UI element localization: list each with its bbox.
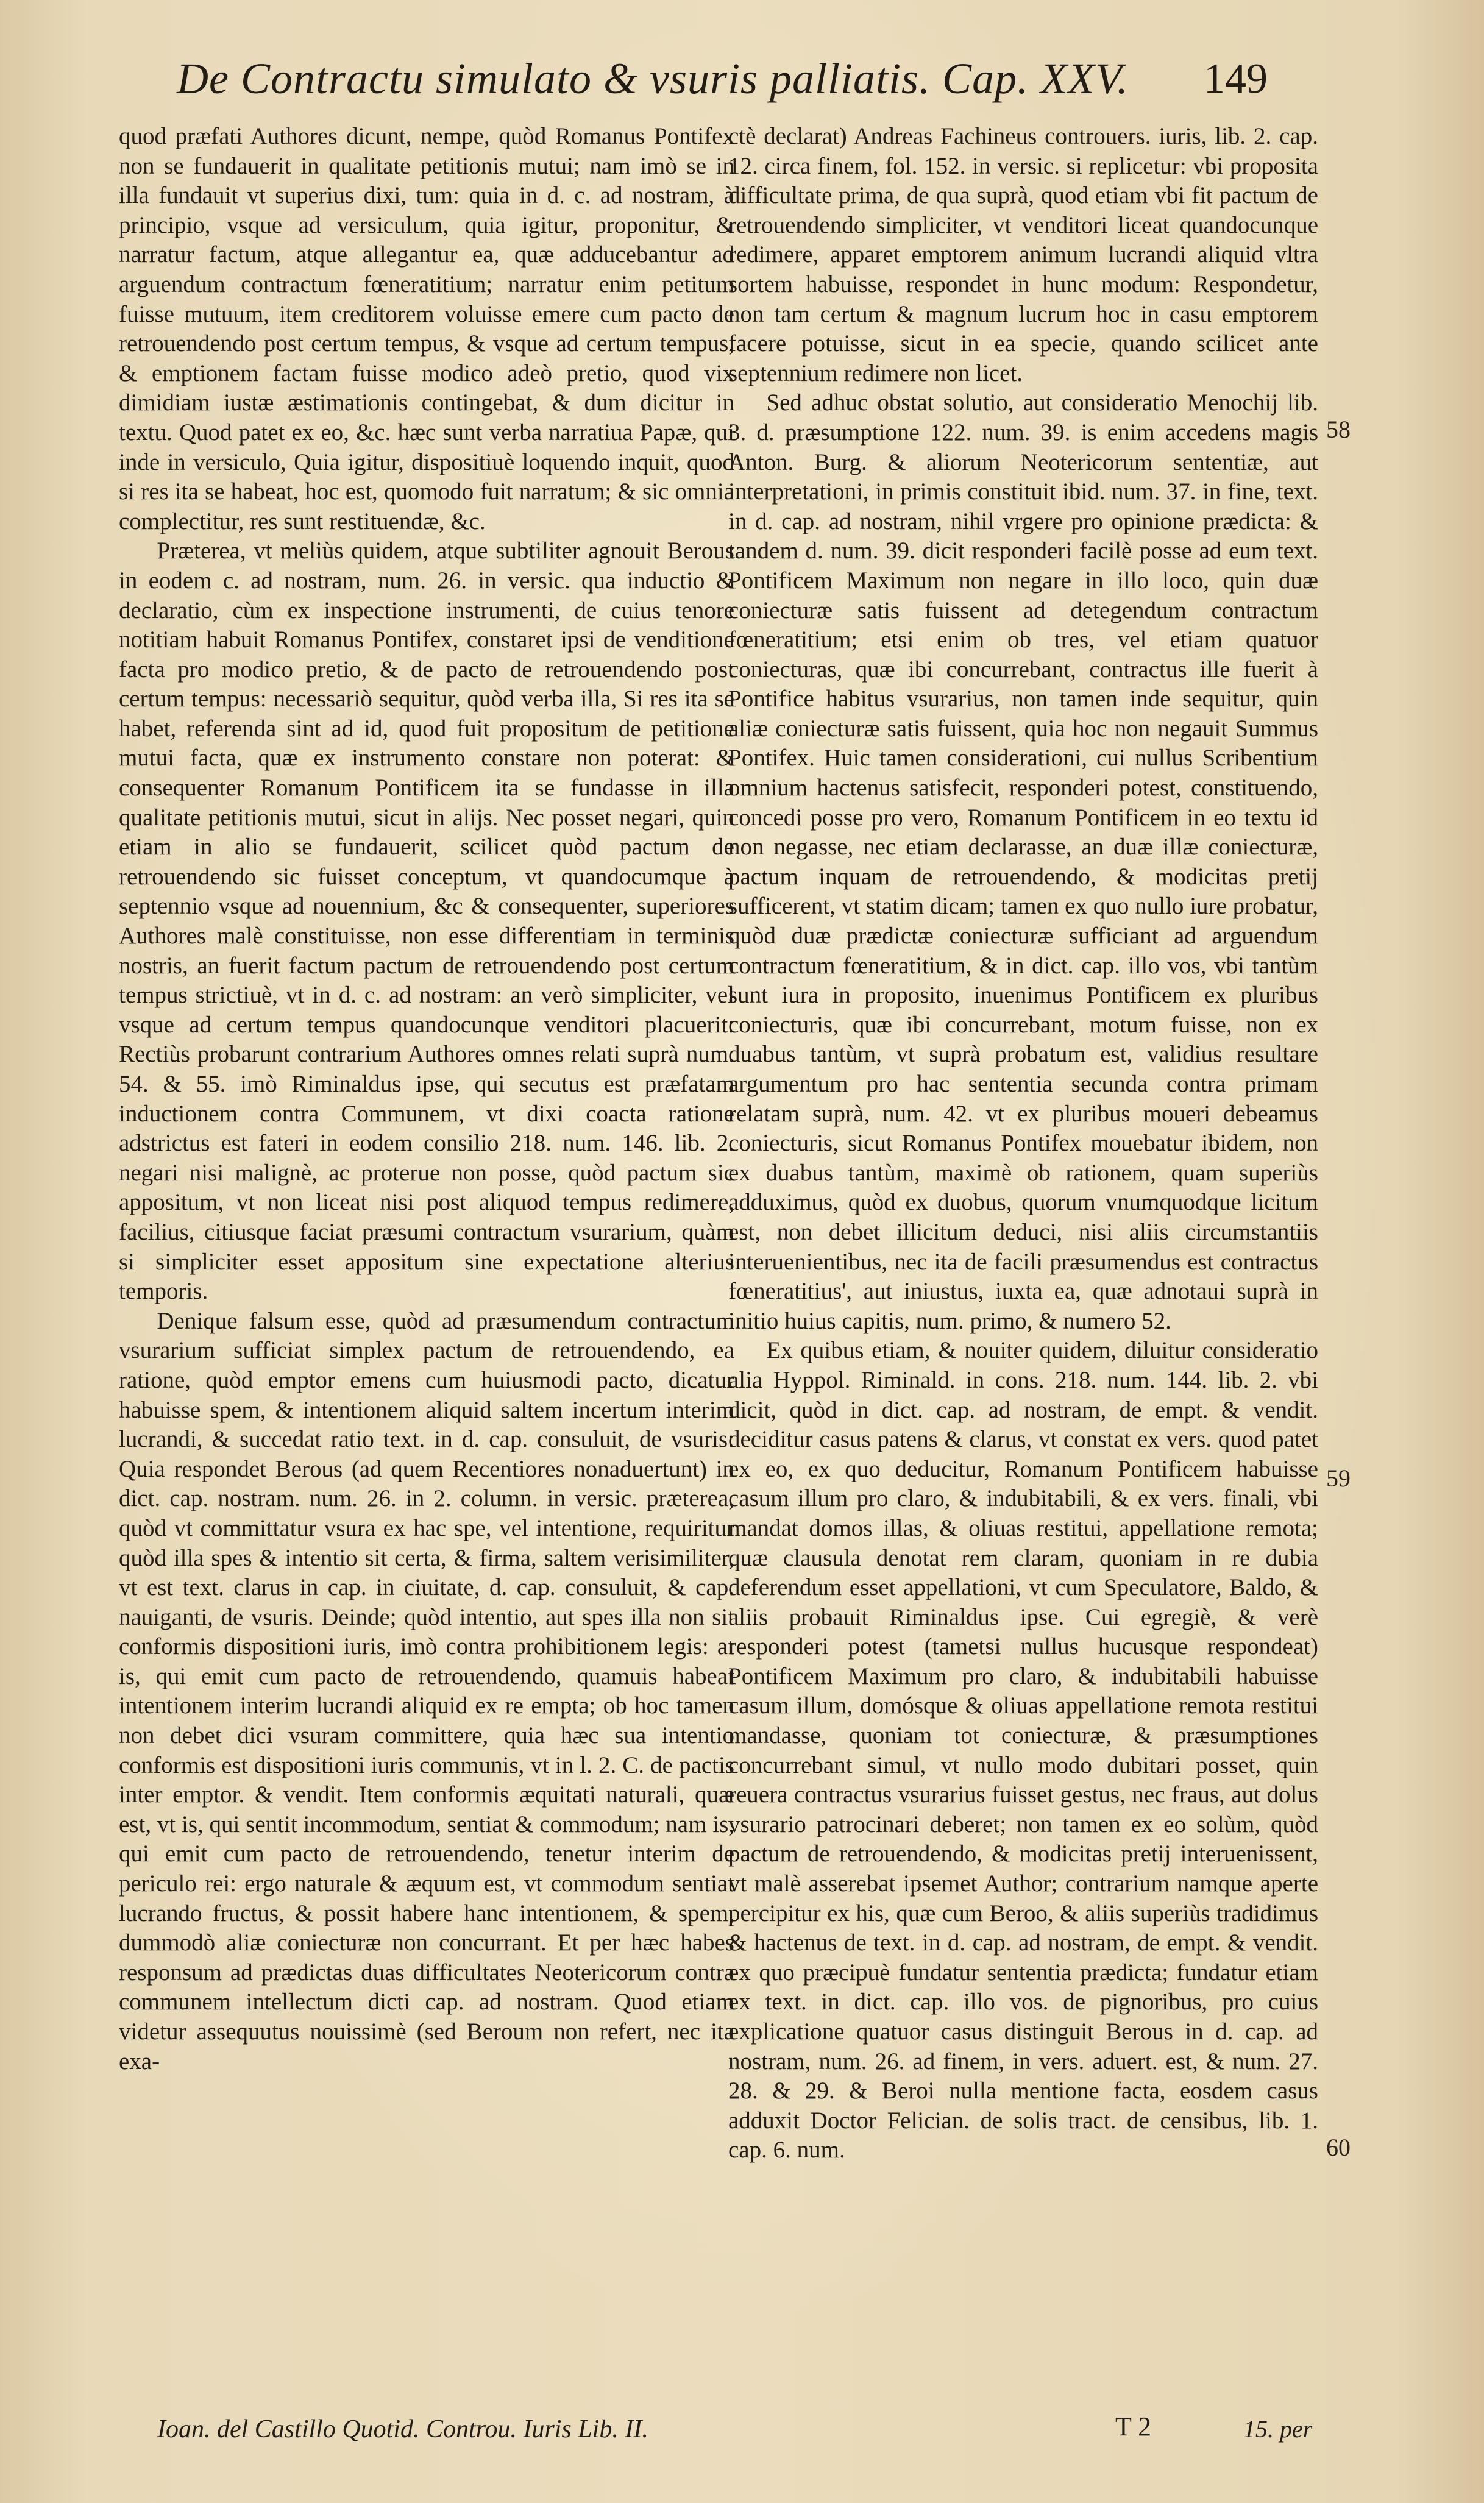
paragraph: Ex quibus etiam, & nouiter quidem, diluitur consideratio alia Hyppol. Riminald. in cons. 218. num. 144. lib. 2. vbi dicit, quòd in dict. cap. ad nostram, de empt. & vendit. deciditur casus patens & clarus, vt constat ex vers. quod patet ex eo, ex quo deducitur, Romanum Pontificem habuisse casum illum pro claro, & indubitabili, & ex vers. finali, vbi mandat domos illas, & oliuas restitui, appellatione remota; quæ clausula denotat rem claram, quoniam in re dubia deferendum esset appellationi, vt cum Speculatore, Baldo, & aliis probauit Riminaldus ipse. Cui egregiè, & verè responderi potest (tametsi nullus hucusque respondeat) Pontificem Maximum pro claro, & indubitabili habuisse casum illum, domósque & oliuas appellatione remota restitui mandasse, quoniam tot coniecturæ, & præsumptiones concurrebant simul, vt nullo modo dubitari posset, quin reuera contractus vsurarius fuisset gestus, nec fraus, aut dolus vsurario patrocinari deberet; non tamen ex eo solùm, quòd pactum de retrouendendo, & modicitas pretij interuenissent, vt malè asserebat ipsemet Author; contrarium namque aperte percipitur ex his, quæ cum Beroo, & aliis superiùs tradidimus & hactenus de text. in d. cap. ad nostram, de empt. & vendit. ex quo præcipuè fundatur sententia prædicta; fundatur etiam ex text. in dict. cap. illo vos. de pignoribus, pro cuius explicatione quatuor casus distinguit Berous in d. cap. ad nostram, num. 26. ad finem, in vers. aduert. est, & num. 27. 28. & 29. & Beroi nulla mentione facta, eosdem casus adduxit Doctor Felician. de solis tract. de censibus, lib. 1. cap. 6. num. <box>728 1337 1318 2164</box>
left-column <box>119 122 734 2413</box>
signature-mark: T 2 <box>1115 2412 1152 2441</box>
paragraph: ctè declarat) Andreas Fachineus controuers. iuris, lib. 2. cap. 12. circa finem, fol. 152. in versic. si replicetur: vbi proposita difficultate prima, de qua suprà, quod etiam vbi fit pactum de retrouendendo simpliciter, vt venditori liceat quandocunque redimere, apparet emptorem animum lucrandi aliquid vltra sortem habuisse, respondet in hunc modum: Respondetur, non tam certum & magnum lucrum hoc in casu emptorem facere potuisse, sicut in ea specie, quando scilicet ante septennium redimere non licet. <box>728 123 1318 386</box>
running-title: De Contractu simulato & vsuris palliatis. Cap. XXV. <box>177 54 1129 103</box>
page-header <box>0 54 1484 121</box>
right-column <box>728 122 1318 2413</box>
footer-book-title: Ioan. del Castillo Quotid. Controu. Iuris Lib. II. <box>157 2415 648 2443</box>
paragraph: Denique falsum esse, quòd ad præsumendum contractum vsurarium sufficiat simplex pactum de retrouendendo, ea ratione, quòd emptor emens cum huiusmodi pacto, dicatur habuisse spem, & intentionem aliquid saltem incertum interim lucrandi, & succedat ratio text. in d. cap. consuluit, de vsuris: Quia respondet Berous (ad quem Recentiores nonaduertunt) in dict. cap. nostram. num. 26. in 2. column. in versic. præterea, quòd vt committatur vsura ex hac spe, vel intentione, requiritur quòd illa spes & intentio sit certa, & firma, saltem verisimiliter, vt est text. clarus in cap. in ciuitate, d. cap. consuluit, & cap. nauiganti, de vsuris. Deinde; quòd intentio, aut spes illa non sit conformis dispositioni iuris, imò contra prohibitionem legis: at is, qui emit cum pacto de retrouendendo, quamuis habeat intentionem interim lucrandi aliquid ex re empta; ob hoc tamen non debet dici vsuram committere, quia hæc sua intentio conformis est dispositioni iuris communis, vt in l. 2. C. de pactis inter emptor. & vendit. Item conformis æquitati naturali, quæ est, vt is, qui sentit incommodum, sentiat & commodum; nam is, qui emit cum pacto de retrouendendo, tenetur interim de periculo rei: ergo naturale & æquum est, vt commodum sentiat lucrando fructus, & possit habere hanc intentionem, & spem, dummodò aliæ coniecturæ non concurrant. Et per hæc habes responsum ad prædictas duas difficultates Neotericorum contra communem intellectum dicti cap. ad nostram. Quod etiam videtur assequutus nouissimè (sed Beroum non refert, nec ita exa- <box>119 1307 734 2075</box>
paragraph: quod præfati Authores dicunt, nempe, quòd Romanus Pontifex non se fundauerit in qualitate petitionis mutui; nam imò se in illa fundauit vt superius dixi, tum: quia in d. c. ad nostram, à principio, vsque ad versiculum, quia igitur, proponitur, & narratur factum, atque allegantur ea, quæ adducebantur ad arguendum contractum fœneratitium; narratur enim petitum fuisse mutuum, item creditorem voluisse emere cum pacto de retrouendendo post certum tempus, & vsque ad certum tempus, & emptionem factam fuisse modico adeò pretio, quod vix dimidiam iustæ æstimationis contingebat, & dum dicitur in textu. Quod patet ex eo, &c. hæc sunt verba narratiua Papæ, qui inde in versiculo, Quia igitur, dispositiuè loquendo inquit, quod si res ita se habeat, hoc est, quomodo fuit narratum; & sic omnia complectitur, res sunt restituendæ, &c. <box>119 123 734 534</box>
paragraph: Sed adhuc obstat solutio, aut consideratio Menochij lib. 3. d. præsumptione 122. num. 39. is enim accedens magis Anton. Burg. & aliorum Neotericorum sententiæ, aut interpretationi, in primis constituit ibid. num. 37. in fine, text. in d. cap. ad nostram, nihil vrgere pro opinione prædicta: & tandem d. num. 39. dicit responderi facilè posse ad eum text. Pontificem Maximum non negare in illo loco, quin duæ coniecturæ satis fuissent ad detegendum contractum fœneratitium; etsi enim ob tres, vel etiam quatuor coniecturas, quæ ibi concurrebant, contractus ille fuerit à Pontifice habitus vsurarius, non tamen inde sequitur, quin aliæ coniecturæ satis fuissent, quia hoc non negauit Summus Pontifex. Huic tamen considerationi, cui nullus Scribentium omnium hactenus satisfecit, responderi potest, constituendo, concedi posse pro vero, Romanum Pontificem in eo textu id non negasse, nec etiam declarasse, an duæ illæ coniecturæ, pactum inquam de retrouendendo, & modicitas pretij sufficerent, vt statim dicam; tamen ex quo nullo iure probatur, quòd duæ prædictæ coniecturæ sufficiant ad arguendum contractum fœneratitium, & in dict. cap. illo vos, vbi tantùm sunt iura in proposito, inuenimus Pontificem ex pluribus coniecturis, quæ ibi concurrebant, motum fuisse, non ex duabus tantùm, vt suprà probatum est, validius resultare argumentum pro hac sententia secunda contra primam relatam suprà, num. 42. vt ex pluribus moueri debeamus coniecturis, sicut Romanus Pontifex mouebatur ibidem, non ex duabus tantùm, maximè ob rationem, quam superiùs adduximus, quòd ex duobus, quorum vnumquodque licitum est, non debet illicitum deduci, nisi aliis circumstantiis interuenientibus, nec ita de facili præsumendus est contractus fœneratitius', aut iniustus, iuxta ea, quæ adnotaui suprà in initio huius capitis, num. primo, & numero 52. <box>728 389 1318 1334</box>
margin-number: 58 <box>1326 416 1351 443</box>
paragraph: Præterea, vt meliùs quidem, atque subtiliter agnouit Berous in eodem c. ad nostram, num. 26. in versic. qua inductio & declaratio, cùm ex inspectione instrumenti, de cuius tenore notitiam habuit Romanus Pontifex, constaret ipsi de venditione facta pro modico pretio, & de pacto de retrouendendo post certum tempus: necessariò sequitur, quòd verba illa, Si res ita se habet, referenda sint ad id, quod fuit propositum de petitione mutui facta, quæ ex instrumento constare non poterat: & consequenter Romanum Pontificem ita se fundasse in illa qualitate petitionis mutui, sicut in alijs. Nec posset negari, quin etiam in alio se fundauerit, scilicet quòd pactum de retrouendendo sic fuisset conceptum, vt quandocumque à septennio vsque ad nouennium, &c & consequenter, superiores Authores malè constituisse, non esse differentiam in terminis nostris, an fuerit factum pactum de retrouendendo post certum tempus strictiuè, vt in d. c. ad nostram: an verò simpliciter, vel vsque ad certum tempus quandocunque venditori placuerit: Rectiùs probarunt contrarium Authores omnes relati suprà num. 54. & 55. imò Riminaldus ipse, qui secutus est præfatam inductionem contra Communem, vt dixi coacta ratione adstrictus est fateri in eodem consilio 218. num. 146. lib. 2. negari nisi malignè, ac proterue non posse, quòd pactum sic appositum, vt non liceat nisi post aliquod tempus redimere, facilius, citiusque faciat præsumi contractum vsurarium, quàm si simpliciter esset appositum sine expectatione alterius temporis. <box>119 538 734 1305</box>
page-number: 149 <box>1204 55 1268 102</box>
margin-number: 59 <box>1326 1465 1351 1492</box>
catchword: 15. per <box>1243 2415 1313 2443</box>
margin-number: 60 <box>1326 2134 1351 2161</box>
